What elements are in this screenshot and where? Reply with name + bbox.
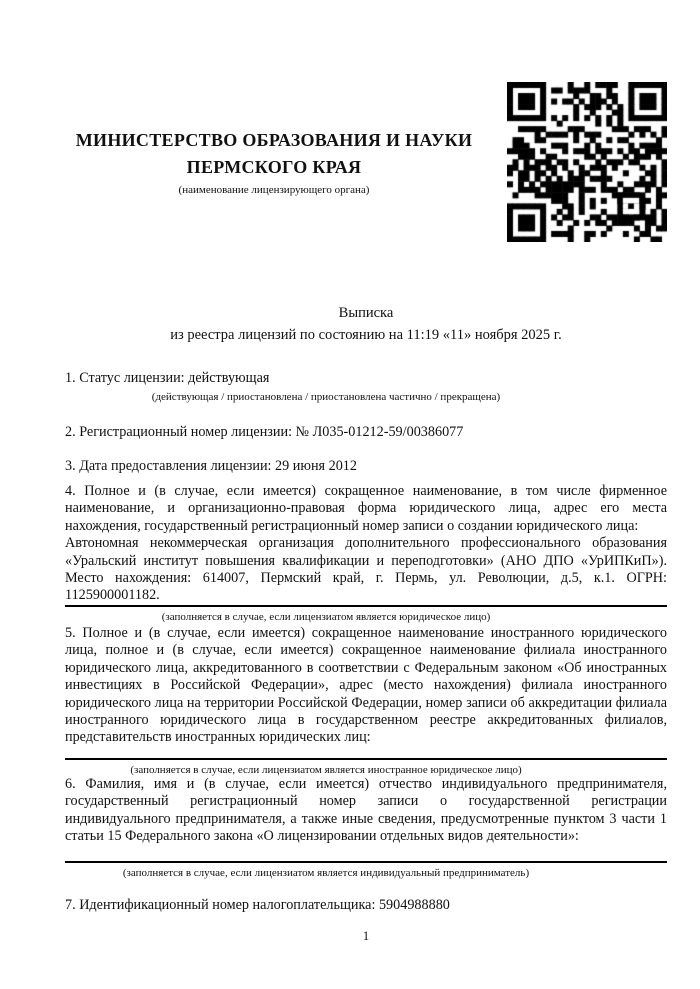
item-individual-entrepreneur bbox=[65, 776, 667, 880]
item-license-status bbox=[65, 370, 667, 404]
ministry-name-line1: МИНИСТЕРСТВО ОБРАЗОВАНИЯ И НАУКИ bbox=[75, 130, 473, 150]
license-status-note: (действующая / приостановлена / приостановлена частично / прекращена) bbox=[151, 391, 501, 404]
taxpayer-number-text: 7. Идентификационный номер налогоплательщика: 5904988880 bbox=[65, 897, 450, 913]
license-status-text: 1. Статус лицензии: действующая bbox=[65, 370, 270, 386]
item-taxpayer-number bbox=[65, 897, 667, 914]
foreign-entity-blank-line bbox=[65, 758, 667, 760]
foreign-entity-label: 5. Полное и (в случае, если имеется) сокращенное наименование иностранного юридического лица, полное и (в случае, если имеется) сокращенное наименование филиала иностранного юридического лица, аккредитованного в соответствии с Федеральным законом «Об иностранных инвестициях в Российской Федерации», адрес (место нахождения) филиала иностранного юридического лица на территории Российской Федерации, номер записи об аккредитации филиала иностранного юридического лица в государственном реестре аккредитованных филиалов, представительств иностранных юридических лиц: bbox=[65, 625, 667, 746]
item-legal-entity bbox=[65, 483, 667, 624]
legal-entity-value: Автономная некоммерческая организация дополнительного профессионального образования «Уральский институт повышения квалификации и переподготовки» (АНО ДПО «УрИПКиП»). Место нахождения: 614007, Пермский край, г. Пермь, ул. Революции, д.5, к.1. ОГРН: 1125900001182. bbox=[65, 535, 667, 604]
entrepreneur-label: 6. Фамилия, имя и (в случае, если имеется) отчество индивидуального предпринимателя, государственный регистрационный номер записи о государственной регистрации индивидуального предпринимателя, а также иные сведения, предусмотренные пунктом 3 части 1 статьи 15 Федерального закона «О лицензировании отдельных видов деятельности»: bbox=[65, 776, 667, 845]
document-title bbox=[65, 303, 667, 346]
title-line2: из реестра лицензий по состоянию на 11:19 «11» ноября 2025 г. bbox=[170, 326, 562, 343]
legal-entity-label: 4. Полное и (в случае, если имеется) сокращенное наименование, в том числе фирменное наименование, и организационно-правовая форма юридического лица, адрес его места нахождения, государственный регистрационный номер записи о создании юридического лица: bbox=[65, 483, 667, 534]
item-foreign-entity bbox=[65, 625, 667, 777]
entrepreneur-blank-line bbox=[65, 861, 667, 863]
page-number: 1 bbox=[362, 929, 370, 943]
legal-entity-field bbox=[65, 483, 667, 607]
entrepreneur-note: (заполняется в случае, если лицензиатом является индивидуальный предприниматель) bbox=[122, 866, 530, 879]
ministry-name-line2: ПЕРМСКОГО КРАЯ bbox=[186, 157, 362, 177]
registration-number-text: 2. Регистрационный номер лицензии: № Л035-01212-59/00386077 bbox=[65, 424, 464, 440]
document-header bbox=[65, 82, 667, 242]
title-line1: Выписка bbox=[338, 305, 394, 321]
authority-caption: (наименование лицензирующего органа) bbox=[178, 184, 370, 196]
foreign-entity-note: (заполняется в случае, если лицензиатом является иностранное юридическое лицо) bbox=[130, 763, 522, 776]
item-registration-number bbox=[65, 424, 667, 441]
item-license-date bbox=[65, 458, 667, 475]
legal-entity-note: (заполняется в случае, если лицензиатом является юридическое лицо) bbox=[161, 610, 491, 623]
licensing-authority bbox=[65, 127, 483, 197]
license-date-text: 3. Дата предоставления лицензии: 29 июня 2012 bbox=[65, 458, 357, 474]
qr-code bbox=[507, 82, 667, 242]
